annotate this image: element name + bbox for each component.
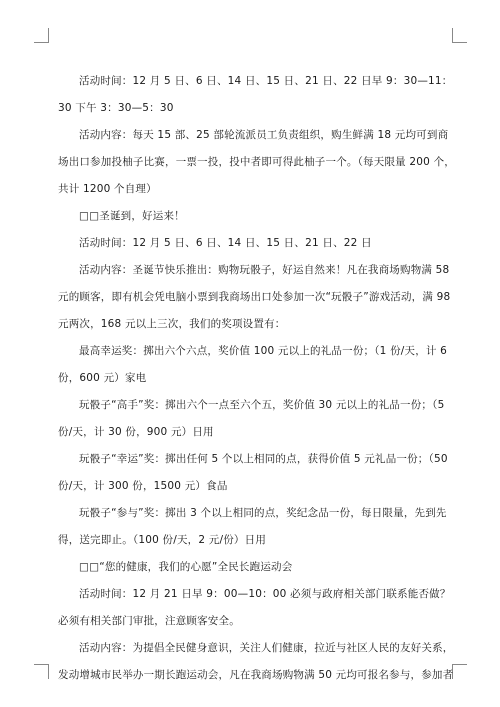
- heading-marathon: □□“您的健康，我们的心愿”全民长跑运动会: [79, 561, 293, 573]
- document-body: [58, 68, 458, 689]
- heading-christmas: □□圣诞到，好运来！: [79, 210, 185, 222]
- paragraph-pomelo-contest: 活动内容：每天 15 部、25 部轮流派员工负责组织，购生鲜满 18 元均可到商场出口参加投柚子比赛，一票一投，投中者即可得此柚子一个。（每天限量 200 个，共计 1200 个自理）: [58, 129, 455, 195]
- paragraph-schedule-1: 活动时间：12 月 5 日、6 日、14 日、15 日、21 日、22 日早 9：30—11：30 下午 3：30—5：30: [58, 75, 453, 114]
- paragraph-schedule-2: 活动时间：12 月 5 日、6 日、14 日、15 日、21 日、22 日: [79, 237, 372, 249]
- paragraph-top-prize: 最高幸运奖：掷出六个六点，奖价值 100 元以上的礼品一份；（1 份/天，计 6 份，600 元）家电: [58, 345, 448, 384]
- crop-mark-bottom-left: [34, 664, 49, 679]
- paragraph-schedule-3: 活动时间：12 月 21 日早 9：00—10：00 必须与政府相关部门联系能否做？必须有相关部门审批，注意顾客安全。: [58, 588, 451, 627]
- paragraph-dice-game: 活动内容：圣诞节快乐推出：购物玩骰子，好运自然来！凡在我商场购物满 58 元的顾客，即有机会凭电脑小票到我商场出口处参加一次“玩骰子”游戏活动，满 98 元两次，168 元以上三次，我们的奖项设置有：: [58, 264, 451, 330]
- crop-mark-top-right: [452, 28, 467, 43]
- paragraph-lucky-prize: 玩骰子“幸运”奖：掷出任何 5 个以上相同的点，获得价值 5 元礼品一份；（50 份/天，计 300 份，1500 元）食品: [58, 453, 448, 492]
- crop-mark-top-left: [34, 28, 49, 43]
- paragraph-participation-prize: 玩骰子“参与”奖：掷出 3 个以上相同的点，奖纪念品一份，每日限量，先到先得，送完即止。（100 份/天，2 元/份）日用: [58, 507, 447, 546]
- paragraph-marathon-content: 活动内容：为提倡全民健身意识，关注人们健康，拉近与社区人民的友好关系，发动增城市民举办一期长跑运动会，凡在我商场购物满 50 元均可报名参与，参加者: [58, 642, 454, 681]
- paragraph-master-prize: 玩骰子“高手”奖：掷出六个一点至六个五，奖价值 30 元以上的礼品一份；（5 份/天，计 30 份，900 元）日用: [58, 399, 445, 438]
